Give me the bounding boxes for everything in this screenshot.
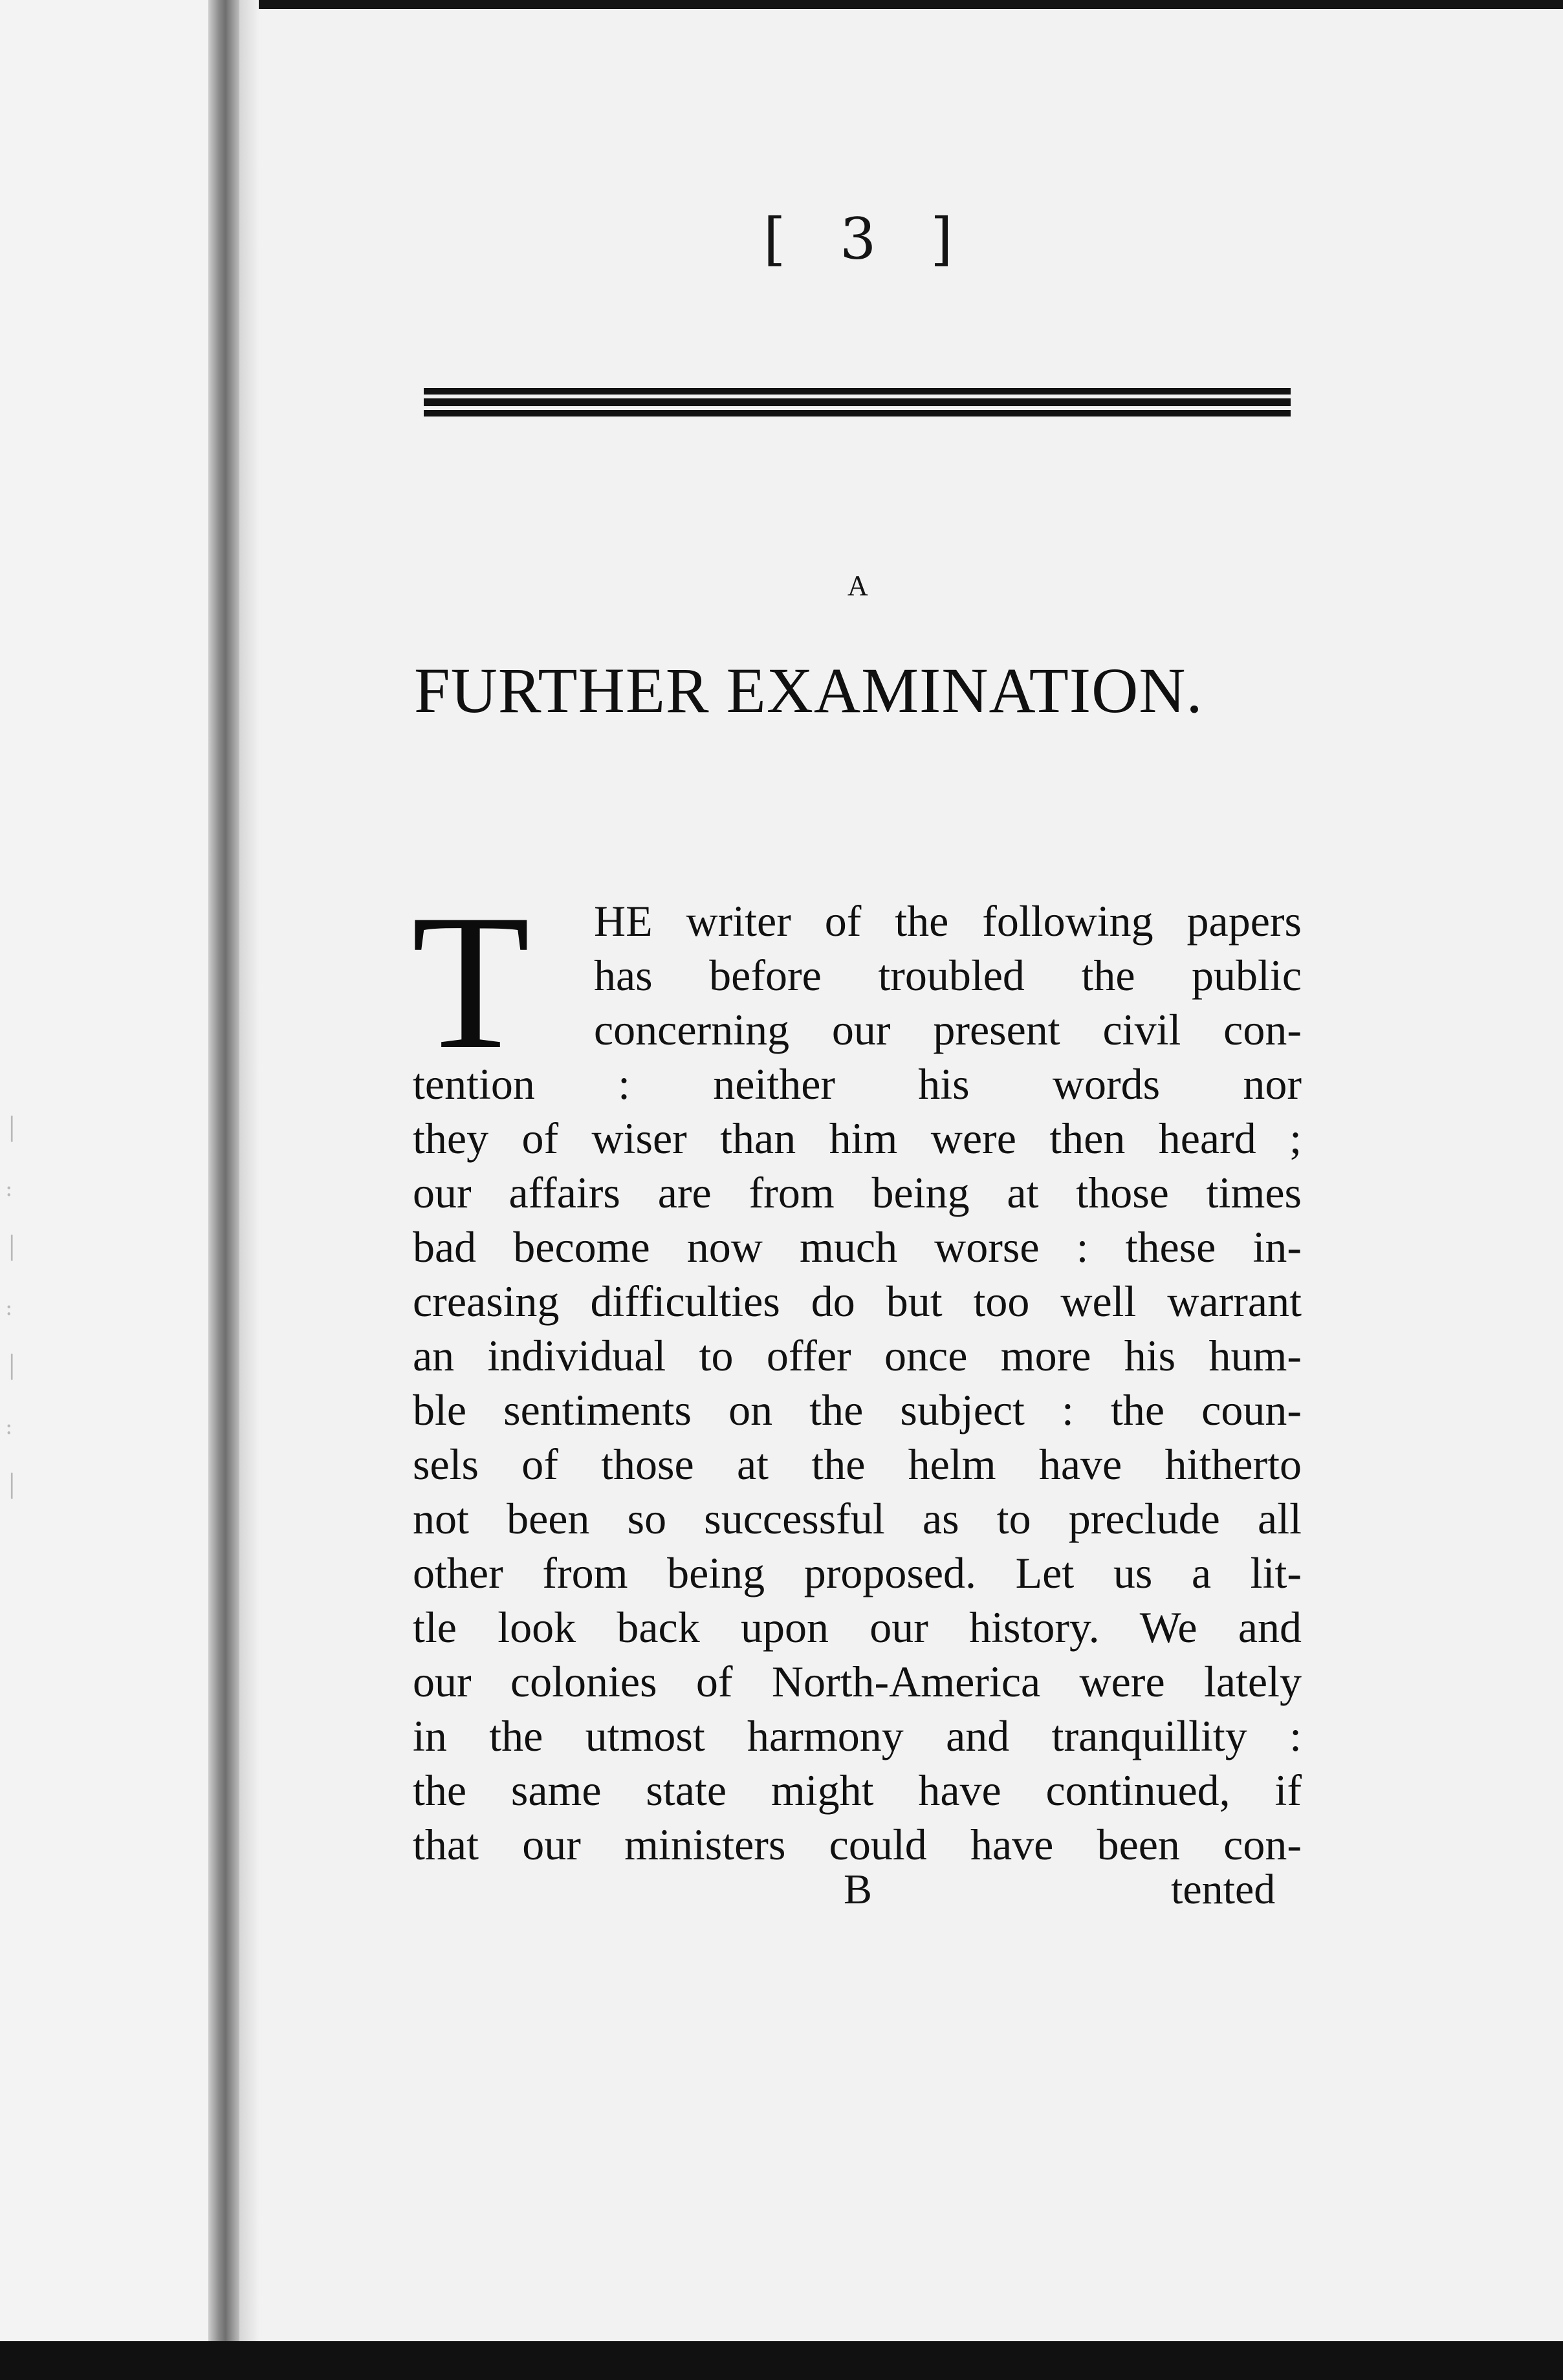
text-line: tle look back upon our history. We and [413, 1603, 1302, 1652]
text-line: not been so successful as to preclude all [413, 1494, 1302, 1543]
text-line: creasing difficulties do but too well warrant [413, 1277, 1302, 1326]
chapter-title: FURTHER EXAMINATION. [414, 654, 1203, 726]
body-text [413, 894, 1302, 1869]
title-article: A [847, 570, 868, 601]
left-page-edge-marks: │ : │ : │ : │ [5, 1116, 19, 1499]
text-line: an individual to offer once more his hum- [413, 1331, 1302, 1380]
left-facing-page [0, 0, 213, 2341]
text-line: ble sentiments on the subject : the coun- [413, 1385, 1302, 1434]
text-line: bad become now much worse : these in- [413, 1222, 1302, 1271]
text-line: our colonies of North-America were lately [413, 1657, 1302, 1706]
text-line: the same state might have continued, if [413, 1766, 1302, 1815]
text-line: other from being proposed. Let us a lit- [413, 1548, 1302, 1597]
text-line: tention : neither his words nor [413, 1059, 1302, 1109]
gutter-shadow [239, 0, 259, 2341]
page-number: [ 3 ] [763, 206, 971, 272]
text-line: in the utmost harmony and tranquillity : [413, 1711, 1302, 1760]
book-gutter [208, 0, 239, 2341]
text-line: our affairs are from being at those times [413, 1168, 1302, 1217]
text-line: they of wiser than him were then heard ; [413, 1114, 1302, 1163]
ornamental-rule-bottom [424, 410, 1291, 416]
text-line: HE writer of the following papers [594, 896, 1302, 946]
text-line: sels of those at the helm have hitherto [413, 1440, 1302, 1489]
catchword: tented [1171, 1866, 1276, 1913]
text-line: that our ministers could have been con- [413, 1820, 1302, 1869]
drop-cap: T [411, 874, 530, 1089]
signature-mark: B [844, 1866, 873, 1913]
ornamental-rule-top [424, 388, 1291, 395]
scan-border-bottom [0, 2341, 1563, 2380]
text-line: has before troubled the public [594, 951, 1302, 1000]
text-line: concerning our present civil con- [594, 1005, 1302, 1054]
ornamental-rule-middle [424, 398, 1291, 406]
